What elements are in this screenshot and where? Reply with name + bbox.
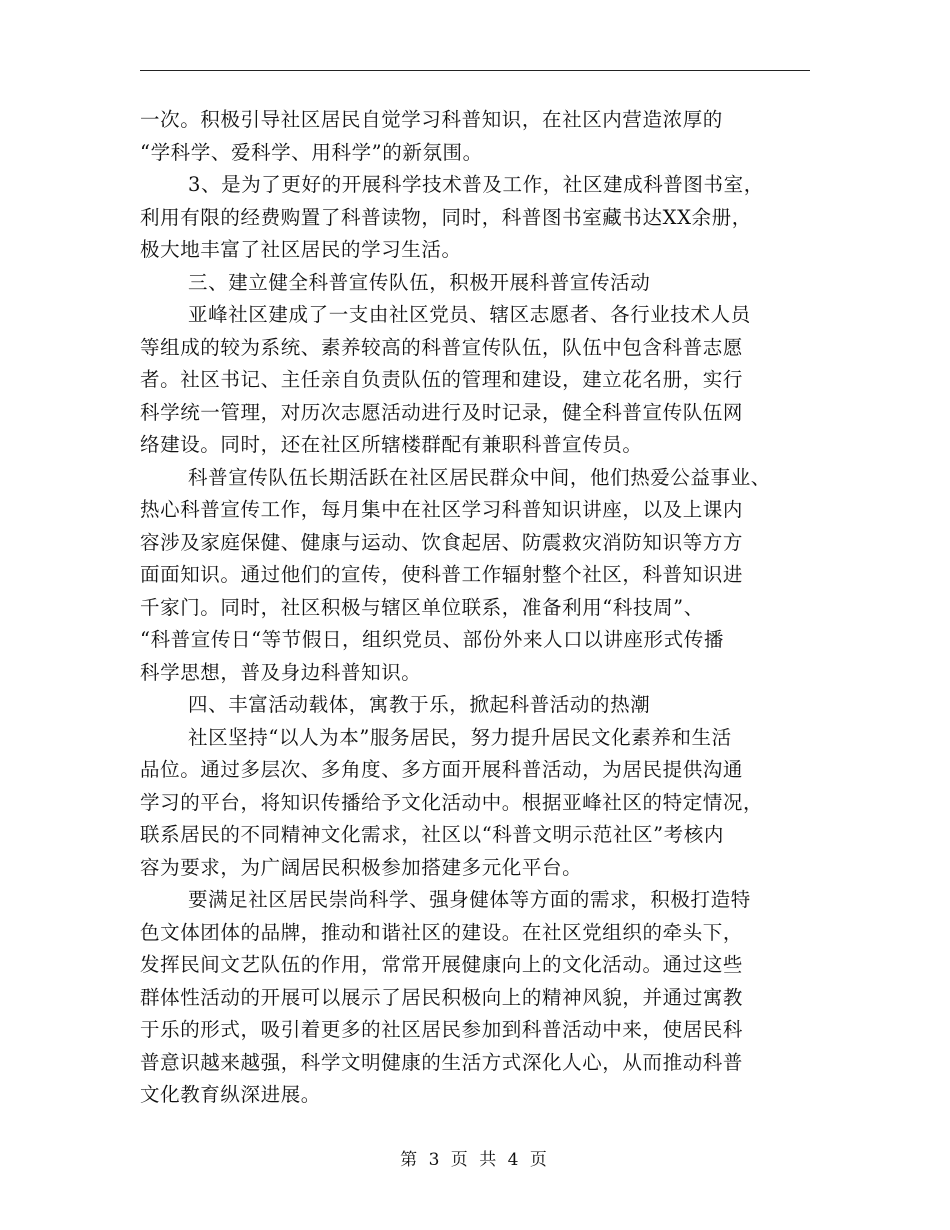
text-line: 利用有限的经费购置了科普读物，同时，科普图书室藏书达XX余册， <box>140 205 752 229</box>
text-line: 一次。积极引导社区居民自觉学习科普知识，在社区内营造浓厚的 <box>140 108 723 131</box>
text-line: 等组成的较为系统、素养较高的科普宣传队伍，队伍中包含科普志愿 <box>140 335 744 359</box>
text-line: 科普宣传队伍长期活跃在社区居民群众中间，他们热爱公益事业、 <box>188 465 771 489</box>
text-line: 科学思想，普及身边科普知识。 <box>140 660 422 684</box>
text-line: “学科学、爱科学、用科学”的新氛围。 <box>140 140 483 164</box>
text-line: 品位。通过多层次、多角度、多方面开展科普活动，为居民提供沟通 <box>140 758 744 781</box>
text-line: 者。社区书记、主任亲自负责队伍的管理和建设，建立花名册，实行 <box>140 368 744 391</box>
header-rule <box>140 70 810 71</box>
text-line: 四、丰富活动载体，寓教于乐，掀起科普活动的热潮 <box>188 693 651 716</box>
text-line: 科学统一管理，对历次志愿活动进行及时记录，健全科普宣传队伍网 <box>140 400 744 424</box>
text-line: 三、建立健全科普宣传队伍，积极开展科普宣传活动 <box>188 270 651 294</box>
text-line: 络建设。同时，还在社区所辖楼群配有兼职科普宣传员。 <box>140 433 643 456</box>
text-line: 群体性活动的开展可以展示了居民积极向上的精神风貌，并通过寓教 <box>140 985 744 1009</box>
document-body <box>140 104 810 1112</box>
text-line: 联系居民的不同精神文化需求，社区以“科普文明示范社区”考核内 <box>140 823 724 846</box>
text-line: 3、是为了更好的开展科学技术普及工作，社区建成科普图书室， <box>188 173 764 196</box>
text-line: 容涉及家庭保健、健康与运动、饮食起居、防震救灾消防知识等方方 <box>140 530 744 554</box>
text-line: 于乐的形式，吸引着更多的社区居民参加到科普活动中来，使居民科 <box>140 1018 744 1041</box>
text-line: 发挥民间文艺队伍的作用，常常开展健康向上的文化活动。通过这些 <box>140 953 744 976</box>
text-line: 热心科普宣传工作，每月集中在社区学习科普知识讲座，以及上课内 <box>140 498 744 521</box>
text-line: “科普宣传日“等节假日，组织党员、部份外来人口以讲座形式传播 <box>140 628 724 651</box>
text-line: 亚峰社区建成了一支由社区党员、辖区志愿者、各行业技术人员 <box>188 303 751 326</box>
text-line: 普意识越来越强，科学文明健康的生活方式深化人心，从而推动科普 <box>140 1050 744 1074</box>
text-line: 容为要求，为广阔居民积极参加搭建多元化平台。 <box>140 855 583 879</box>
text-line: 色文体团体的品牌，推动和谐社区的建设。在社区党组织的牵头下， <box>140 920 744 944</box>
text-line: 要满足社区居民崇尚科学、强身健体等方面的需求，积极打造特 <box>188 888 751 911</box>
text-line: 学习的平台，将知识传播给予文化活动中。根据亚峰社区的特定情况， <box>140 790 764 814</box>
text-line: 文化教育纵深进展。 <box>140 1083 321 1106</box>
page-number-footer: 第 3 页 共 4 页 <box>400 1150 550 1170</box>
text-line: 千家门。同时，社区积极与辖区单位联系，准备利用“科技周”、 <box>140 595 704 619</box>
text-line: 极大地丰富了社区居民的学习生活。 <box>140 238 462 261</box>
text-line: 面面知识。通过他们的宣传，使科普工作辐射整个社区，科普知识进 <box>140 563 744 586</box>
text-line: 社区坚持“以人为本”服务居民，努力提升居民文化素养和生活 <box>188 725 732 749</box>
